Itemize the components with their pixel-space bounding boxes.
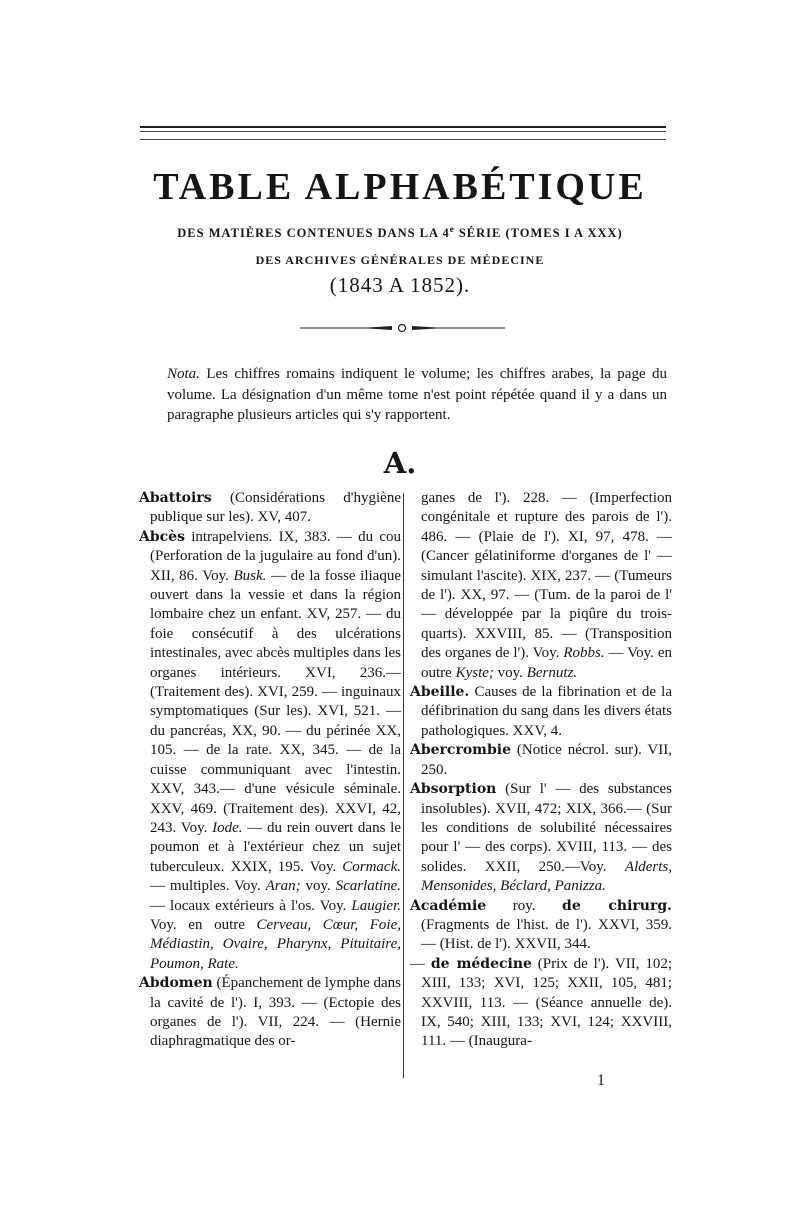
index-entry: — de médecine (Prix de l'). VII, 102; XIII, 133; XVI, 125; XXII, 105, 481; XXVIII, 113. — (Séance annuelle de). IX, 540; XIII, 133; XVI, 124; XXVIII, 111. — (Inaugura- (410, 955, 673, 1050)
header-rule-thick (140, 126, 666, 128)
header-rule-lower (140, 139, 666, 140)
index-entry-continuation: ganes de l'). 228. — (Imperfection congénitale et rupture des parois de l'). 486. — (Plaie de l'). XI, 97, 478. — (Cancer gélatiniforme d'organes de l' — simulant l'ascite). XIX, 237. — (Tumeurs de l'). XX, 97. — (Tum. de la paroi de l' — développée par la piqûre du trois-quarts). XXVIII, 85. — (Transposition des organes de l'). Voy. Robbs. — Voy. en outre Kyste; voy. Bernutz. (421, 490, 672, 681)
subtitle-line-3: (1843 A 1852). (329, 273, 471, 297)
index-entry: Absorption (Sur l' — des substances insolubles). XVII, 472; XIX, 366.— (Sur les conditions de solubilité nécessaires pour l' — des corps). XVIII, 113. — des solides. XXII, 250.—Voy. Alderts, Mensonides, Béclard, Panizza. (410, 781, 672, 895)
index-entry: Abeille. Causes de la fibrination et de la défibrination du sang dans les divers états pathologiques. XXV, 4. (410, 684, 672, 739)
column-divider (403, 493, 404, 1078)
index-entry: Abattoirs (Considérations d'hygiène publique sur les). XV, 407. (139, 490, 401, 526)
index-entry: Abdomen (Épanchement de lymphe dans la cavité de l'). I, 393. — (Ectopie des organes de l'). VII, 224. — (Hernie diaphragmatique des or- (139, 975, 401, 1050)
index-entry: Abcès intrapelviens. IX, 383. — du cou (Perforation de la jugulaire au fond d'un). XII, 86. Voy. Busk. — de la fosse iliaque ouvert dans la vessie et dans la région lombaire chez un enfant. XV, 257. — du foie consécutif à des ulcérations intestinales, avec abcès multiples dans les organes intérieurs. XVI, 236.— (Traitement des). XVI, 259. — inguinaux symptomatiques (Sur les). XVI, 521. — du pancréas, XX, 90. — du périnée XX, 105. — de la rate. XX, 345. — de la cuisse communiquant avec l'intestin. XXV, 343.— d'une vésicule séminale. XXV, 469. (Traitement des). XXVI, 42, 243. Voy. Iode. — du rein ouvert dans le poumon et à l'extérieur chez un sujet tuberculeux. XXIX, 195. Voy. Cormack.— multiples. Voy. Aran; voy. Scarlatine. — locaux extérieurs à l'os. Voy. Laugier. Voy. en outre Cerveau, Cœur, Foie, Médiastin, Ovaire, Pharynx, Pituitaire, Poumon, Rate. (139, 528, 401, 972)
header-rule-thin (140, 131, 666, 132)
ornament-divider-icon (300, 322, 505, 334)
index-entry: Académie roy. de chirurg. (Fragments de l'hist. de l'). XXVI, 359. — (Hist. de l'). XXVII, 344. (410, 897, 672, 953)
right-column (410, 489, 672, 1052)
nota-paragraph: Nota. Les chiffres romains indiquent le volume; les chiffres arabes, la page du volume. La désignation d'un même tome n'est point répétée quand il y a dans un paragraphe plusieurs articles qui s'y rapportent. (167, 366, 667, 423)
left-column (139, 489, 401, 1052)
section-letter: A. (383, 446, 417, 480)
page-number: 1 (597, 1072, 605, 1089)
subtitle-line-2: DES ARCHIVES GÉNÉRALES DE MÉDECINE (255, 253, 545, 267)
subtitle-line-1: DES MATIÈRES CONTENUES DANS LA 4e SÉRIE (TOMES I A XXX) (177, 224, 623, 241)
page-title: TABLE ALPHABÉTIQUE (153, 166, 647, 208)
index-entry: Abercrombie (Notice nécrol. sur). VII, 250. (410, 742, 672, 778)
